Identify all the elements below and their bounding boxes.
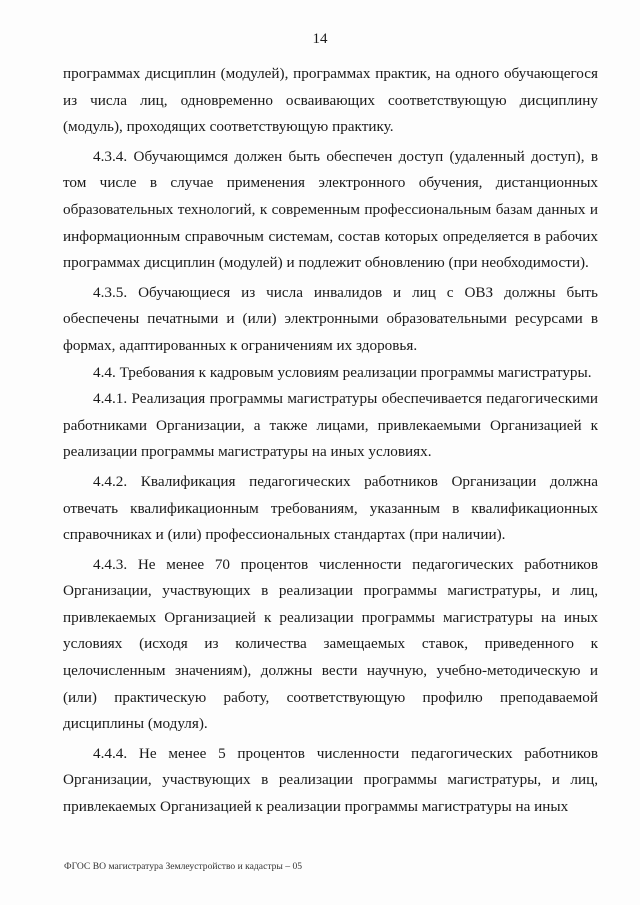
body-text	[63, 61, 598, 821]
paragraph-continuation: программах дисциплин (модулей), программах практик, на одного обучающегося из числа лиц, одновременно осваивающих соответствующую дисциплину (модуль), проходящих соответствующую практику.	[63, 65, 598, 136]
paragraph-4-4: 4.4. Требования к кадровым условиям реализации программы магистратуры.	[93, 363, 592, 381]
paragraph-4-3-4: 4.3.4. Обучающимся должен быть обеспечен доступ (удаленный доступ), в том числе в случае применения электронного обучения, дистанционных образовательных технологий, к современным профессиональным базам данных и информационным справочным системам, состав которых определяется в рабочих программах дисциплин (модулей) и подлежит обновлению (при необходимости).	[63, 147, 598, 272]
paragraph-4-4-3: 4.4.3. Не менее 70 процентов численности педагогических работников Организации, участвующих в реализации программы магистратуры, и лиц, привлекаемых Организацией к реализации программы магистратуры на иных условиях (исходя из количества замещаемых ставок, приведенного к целочисленным значениям), должны вести научную, учебно-методическую и (или) практическую работу, соответствующую профилю преподаваемой дисциплины (модуля).	[63, 555, 598, 733]
paragraph-4-3-5: 4.3.5. Обучающиеся из числа инвалидов и лиц с ОВЗ должны быть обеспечены печатными и (или) электронными образовательными ресурсами в формах, адаптированных к ограничениям их здоровья.	[63, 283, 598, 354]
paragraph-4-4-1: 4.4.1. Реализация программы магистратуры обеспечивается педагогическими работниками Организации, а также лицами, привлекаемыми Организацией к реализации программы магистратуры на иных условиях.	[63, 390, 598, 461]
paragraph-4-4-4: 4.4.4. Не менее 5 процентов численности педагогических работников Организации, участвующих в реализации программы магистратуры, и лиц, привлекаемых Организацией к реализации программы магистратуры на иных	[63, 744, 598, 816]
page-number: 14	[312, 31, 328, 47]
paragraph-4-4-2: 4.4.2. Квалификация педагогических работников Организации должна отвечать квалификационным требованиям, указанным в квалификационных справочниках и (или) профессиональных стандартах (при наличии).	[63, 472, 598, 544]
footer-label: ФГОС ВО магистратура Землеустройство и кадастры – 05	[64, 861, 303, 872]
